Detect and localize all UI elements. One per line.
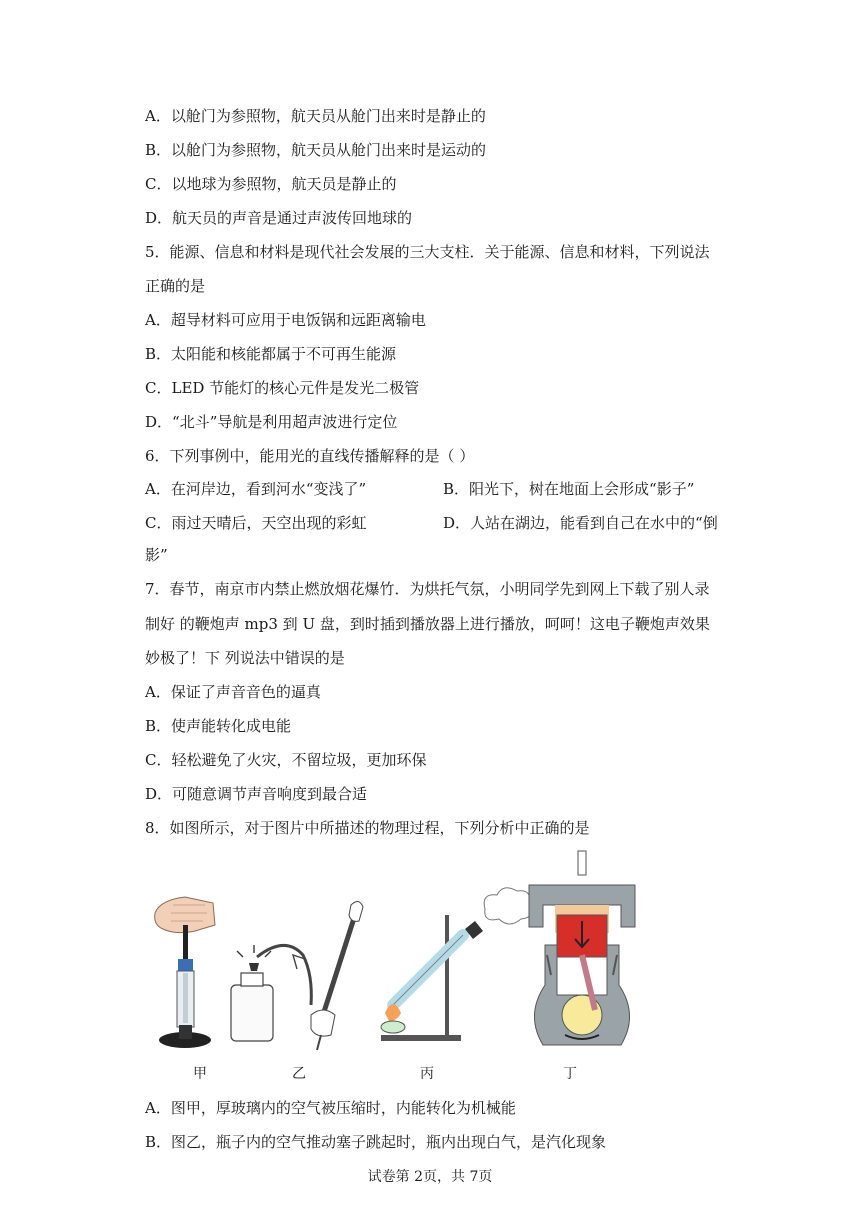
- q4-option-d: D．航天员的声音是通过声波传回地球的: [145, 209, 413, 227]
- figure-label-ding: 丁: [563, 1066, 577, 1082]
- figure-ding-engine: [529, 851, 635, 1045]
- figure-label-jia: 甲: [193, 1066, 207, 1082]
- q8-figure: [145, 845, 705, 1085]
- q7-option-d: D．可随意调节声音响度到最合适: [145, 785, 368, 803]
- q8-option-b: B．图乙，瓶子内的空气推动塞子跳起时，瓶内出现白气，是汽化现象: [145, 1133, 607, 1151]
- q7-stem-line2: 制好 的鞭炮声 mp3 到 U 盘，到时插到播放器上进行播放，呵呵！这电子鞭炮声效果: [145, 615, 710, 633]
- q7-stem-line3: 妙极了！下 列说法中错误的是: [145, 649, 345, 667]
- q8-stem: 8．如图所示，对于图片中所描述的物理过程，下列分析中正确的是: [145, 819, 590, 837]
- q5-option-d: D．“北斗”导航是利用超声波进行定位: [145, 413, 398, 431]
- q6-option-a: A．在河岸边，看到河水“变浅了”: [145, 480, 367, 498]
- q7-option-b: B．使声能转化成电能: [145, 717, 292, 735]
- q4-option-b: B．以舱门为参照物，航天员从舱门出来时是运动的: [145, 141, 487, 159]
- page-footer: 试卷第 2页，共 7页: [367, 1169, 493, 1185]
- figure-jia-compression-cylinder: [155, 897, 215, 1048]
- q5-stem-line1: 5．能源、信息和材料是现代社会发展的三大支柱．关于能源、信息和材料，下列说法: [145, 243, 710, 261]
- q4-option-c: C．以地球为参照物，航天员是静止的: [145, 175, 397, 193]
- q6-option-b: B．阳光下，树在地面上会形成“影子”: [443, 480, 695, 498]
- q5-option-a: A．超导材料可应用于电饭锅和远距离输电: [145, 311, 426, 329]
- q6-option-c: C．雨过天晴后，天空出现的彩虹: [145, 514, 367, 532]
- q5-option-c: C．LED 节能灯的核心元件是发光二极管: [145, 379, 420, 397]
- q6-option-d: D．人站在湖边，能看到自己在水中的“倒: [443, 514, 718, 532]
- q6-option-d-cont: 影”: [145, 546, 168, 564]
- q7-stem-line1: 7．春节，南京市内禁止燃放烟花爆竹．为烘托气氛，小明同学先到网上下载了别人录: [145, 580, 710, 598]
- q5-option-b: B．太阳能和核能都属于不可再生能源: [145, 345, 397, 363]
- q5-stem-line2: 正确的是: [145, 277, 206, 295]
- figure-label-yi: 乙: [292, 1066, 306, 1082]
- q7-option-c: C．轻松避免了火灾，不留垃圾，更加环保: [145, 751, 427, 769]
- q7-option-a: A．保证了声音音色的逼真: [145, 683, 321, 701]
- figure-bing-test-tube: [381, 888, 532, 1041]
- q8-option-a: A．图甲，厚玻璃内的空气被压缩时，内能转化为机械能: [145, 1099, 516, 1117]
- q6-stem: 6．下列事例中，能用光的直线传播解释的是（ ）: [145, 447, 475, 465]
- figure-yi-bottle-pump: [231, 901, 363, 1050]
- q4-option-a: A．以舱门为参照物，航天员从舱门出来时是静止的: [145, 107, 486, 125]
- figure-label-bing: 丙: [420, 1066, 434, 1082]
